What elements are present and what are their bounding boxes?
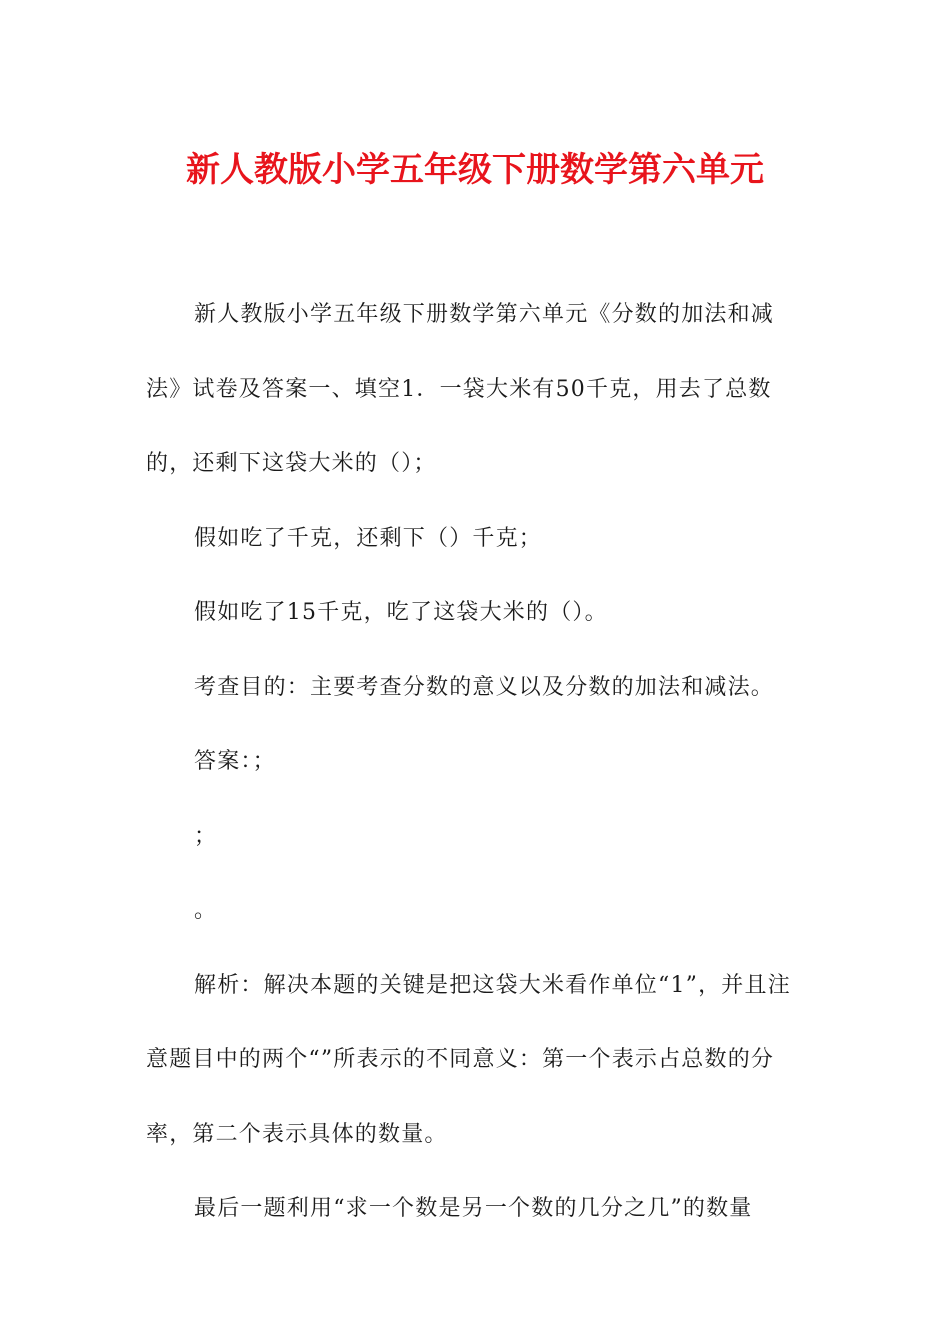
paragraph-answer-2: ； [194, 823, 218, 849]
document-title: 新人教版小学五年级下册数学第六单元 [186, 150, 764, 190]
document-body [146, 278, 806, 1247]
paragraph-intro: 新人教版小学五年级下册数学第六单元《分数的加法和减法》试卷及答案一、填空1．一袋大米有50千克，用去了总数的，还剩下这袋大米的（）； [146, 302, 775, 476]
paragraph-final: 最后一题利用“求一个数是另一个数的几分之几”的数量 [194, 1196, 753, 1221]
paragraph-answer-3: 。 [194, 898, 218, 923]
paragraph-answer-1: 答案：； [194, 749, 276, 774]
paragraph-analysis: 解析：解决本题的关键是把这袋大米看作单位“1”，并且注意题目中的两个“”所表示的不同意义：第一个表示占总数的分率，第二个表示具体的数量。 [146, 972, 791, 1147]
paragraph-question-2: 假如吃了千克，还剩下（）千克； [194, 525, 543, 551]
paragraph-question-3: 假如吃了15千克，吃了这袋大米的（）。 [194, 600, 608, 625]
paragraph-purpose: 考查目的：主要考查分数的意义以及分数的加法和减法。 [194, 674, 775, 700]
